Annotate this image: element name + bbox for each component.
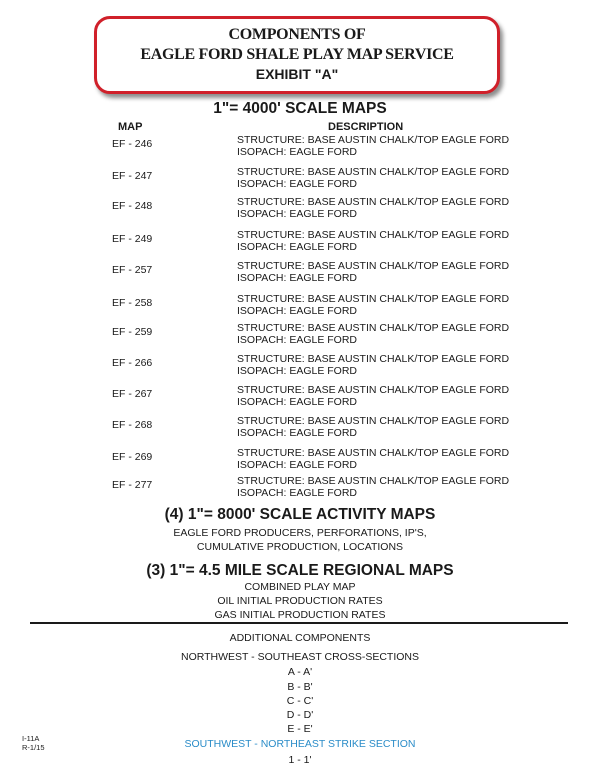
isopach-line: ISOPACH: EAGLE FORD — [237, 396, 357, 408]
cross-section-item: A - A' — [287, 666, 313, 678]
structure-line: STRUCTURE: BASE AUSTIN CHALK/TOP EAGLE FORD — [237, 353, 510, 365]
title-box — [94, 16, 500, 94]
map-id: EF - 247 — [112, 170, 153, 182]
strike-section-item: 1 - 1' — [288, 754, 312, 766]
activity-line-1: EAGLE FORD PRODUCERS, PERFORATIONS, IP'S, — [173, 527, 427, 539]
description-column-header: DESCRIPTION — [328, 121, 404, 133]
map-id: EF - 257 — [112, 264, 153, 276]
map-description — [237, 229, 509, 253]
map-description — [237, 384, 509, 408]
cross-section-item: C - C' — [286, 695, 314, 707]
regional-item: COMBINED PLAY MAP — [244, 581, 356, 593]
isopach-line: ISOPACH: EAGLE FORD — [237, 305, 357, 317]
map-description — [237, 166, 509, 190]
map-description — [237, 260, 509, 284]
structure-line: STRUCTURE: BASE AUSTIN CHALK/TOP EAGLE FORD — [237, 293, 510, 305]
structure-line: STRUCTURE: BASE AUSTIN CHALK/TOP EAGLE FORD — [237, 166, 510, 178]
isopach-line: ISOPACH: EAGLE FORD — [237, 178, 357, 190]
map-id: EF - 258 — [112, 297, 153, 309]
structure-line: STRUCTURE: BASE AUSTIN CHALK/TOP EAGLE FORD — [237, 475, 510, 487]
title-line-2: EAGLE FORD SHALE PLAY MAP SERVICE — [140, 46, 454, 63]
isopach-line: ISOPACH: EAGLE FORD — [237, 334, 357, 346]
footnote-line-1: I-11A — [22, 734, 40, 743]
structure-line: STRUCTURE: BASE AUSTIN CHALK/TOP EAGLE FORD — [237, 384, 510, 396]
regional-maps-heading: (3) 1"= 4.5 MILE SCALE REGIONAL MAPS — [146, 562, 454, 579]
isopach-line: ISOPACH: EAGLE FORD — [237, 146, 357, 158]
map-column-header: MAP — [118, 121, 143, 133]
structure-line: STRUCTURE: BASE AUSTIN CHALK/TOP EAGLE FORD — [237, 322, 510, 334]
map-id: EF - 269 — [112, 451, 153, 463]
cross-section-item: B - B' — [287, 681, 313, 693]
structure-line: STRUCTURE: BASE AUSTIN CHALK/TOP EAGLE FORD — [237, 229, 510, 241]
activity-line-2: CUMULATIVE PRODUCTION, LOCATIONS — [196, 541, 404, 553]
isopach-line: ISOPACH: EAGLE FORD — [237, 459, 357, 471]
map-description — [237, 415, 509, 439]
footnote-line-2: R-1/15 — [22, 743, 45, 752]
section-divider — [30, 622, 568, 624]
isopach-line: ISOPACH: EAGLE FORD — [237, 427, 357, 439]
isopach-line: ISOPACH: EAGLE FORD — [237, 487, 357, 499]
regional-item: GAS INITIAL PRODUCTION RATES — [214, 609, 386, 621]
activity-maps-heading: (4) 1"= 8000' SCALE ACTIVITY MAPS — [164, 506, 436, 523]
map-description — [237, 475, 509, 499]
isopach-line: ISOPACH: EAGLE FORD — [237, 208, 357, 220]
map-description — [237, 322, 509, 346]
structure-line: STRUCTURE: BASE AUSTIN CHALK/TOP EAGLE FORD — [237, 447, 510, 459]
structure-line: STRUCTURE: BASE AUSTIN CHALK/TOP EAGLE FORD — [237, 196, 510, 208]
map-id: EF - 266 — [112, 357, 153, 369]
structure-line: STRUCTURE: BASE AUSTIN CHALK/TOP EAGLE FORD — [237, 134, 510, 146]
cross-sections-title: NORTHWEST - SOUTHEAST CROSS-SECTIONS — [180, 651, 420, 663]
map-id: EF - 268 — [112, 419, 153, 431]
cross-section-item: D - D' — [286, 709, 314, 721]
map-description — [237, 134, 509, 158]
map-description — [237, 353, 509, 377]
map-id: EF - 277 — [112, 479, 153, 491]
map-id: EF - 259 — [112, 326, 153, 338]
map-description — [237, 293, 509, 317]
structure-line: STRUCTURE: BASE AUSTIN CHALK/TOP EAGLE FORD — [237, 260, 510, 272]
title-line-1: COMPONENTS OF — [228, 26, 366, 43]
map-id: EF - 249 — [112, 233, 153, 245]
strike-section-title[interactable]: SOUTHWEST - NORTHEAST STRIKE SECTION — [184, 738, 416, 750]
scale-maps-heading: 1"= 4000' SCALE MAPS — [213, 100, 387, 117]
isopach-line: ISOPACH: EAGLE FORD — [237, 241, 357, 253]
isopach-line: ISOPACH: EAGLE FORD — [237, 365, 357, 377]
exhibit-label: EXHIBIT "A" — [255, 66, 339, 82]
isopach-line: ISOPACH: EAGLE FORD — [237, 272, 357, 284]
cross-section-item: E - E' — [287, 723, 313, 735]
regional-item: OIL INITIAL PRODUCTION RATES — [217, 595, 383, 607]
map-id: EF - 267 — [112, 388, 153, 400]
document-code — [22, 734, 45, 752]
map-description — [237, 196, 509, 220]
structure-line: STRUCTURE: BASE AUSTIN CHALK/TOP EAGLE FORD — [237, 415, 510, 427]
map-description — [237, 447, 509, 471]
additional-heading: ADDITIONAL COMPONENTS — [229, 632, 371, 644]
map-id: EF - 246 — [112, 138, 153, 150]
map-id: EF - 248 — [112, 200, 153, 212]
